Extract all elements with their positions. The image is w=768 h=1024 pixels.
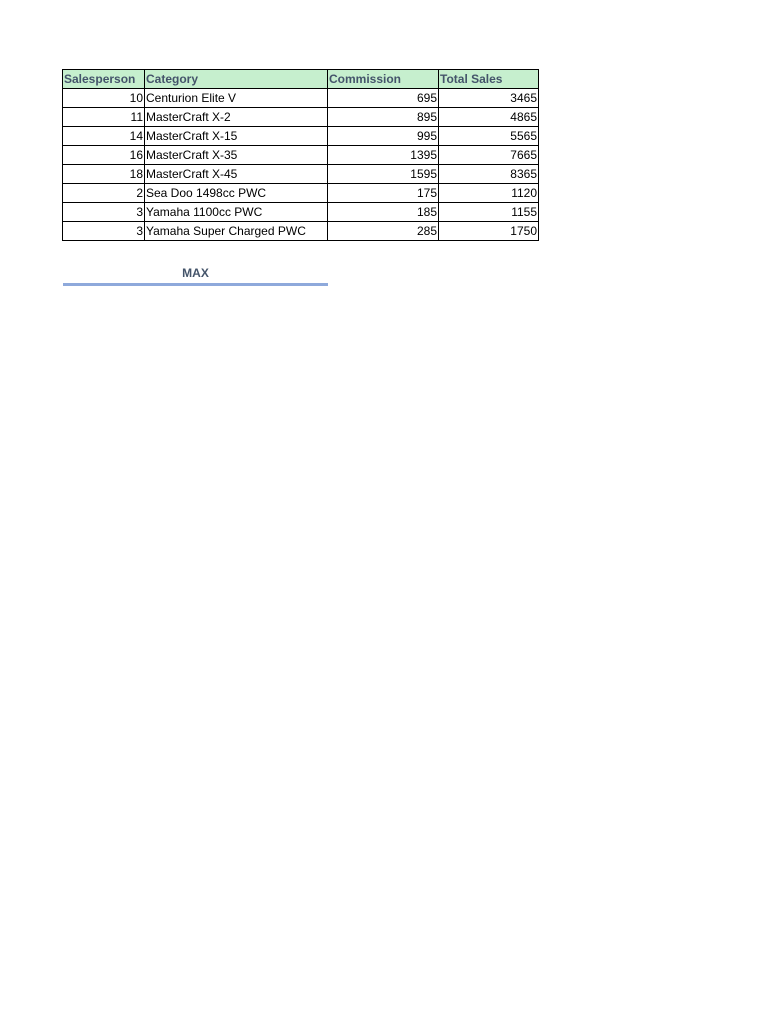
table-row	[63, 203, 539, 222]
cell-total-sales[interactable]: 7665	[439, 146, 539, 165]
cell-category[interactable]: Yamaha 1100cc PWC	[145, 203, 328, 222]
cell-total-sales[interactable]: 3465	[439, 89, 539, 108]
cell-salesperson[interactable]: 3	[63, 222, 145, 241]
cell-category[interactable]: MasterCraft X-15	[145, 127, 328, 146]
cell-salesperson[interactable]: 2	[63, 184, 145, 203]
cell-commission[interactable]: 1595	[328, 165, 439, 184]
cell-commission[interactable]: 175	[328, 184, 439, 203]
cell-total-sales[interactable]: 5565	[439, 127, 539, 146]
cell-commission[interactable]: 285	[328, 222, 439, 241]
cell-commission[interactable]: 695	[328, 89, 439, 108]
cell-commission[interactable]: 995	[328, 127, 439, 146]
cell-category[interactable]: Sea Doo 1498cc PWC	[145, 184, 328, 203]
cell-category[interactable]: MasterCraft X-45	[145, 165, 328, 184]
cell-category[interactable]: MasterCraft X-2	[145, 108, 328, 127]
cell-category[interactable]: Centurion Elite V	[145, 89, 328, 108]
cell-commission[interactable]: 895	[328, 108, 439, 127]
header-category[interactable]: Category	[145, 70, 328, 89]
cell-commission[interactable]: 1395	[328, 146, 439, 165]
table-row	[63, 108, 539, 127]
header-salesperson[interactable]: Salesperson	[63, 70, 145, 89]
table-row	[63, 184, 539, 203]
cell-total-sales[interactable]: 1120	[439, 184, 539, 203]
cell-salesperson[interactable]: 3	[63, 203, 145, 222]
max-label[interactable]: MAX	[182, 266, 209, 280]
header-commission[interactable]: Commission	[328, 70, 439, 89]
cell-category[interactable]: MasterCraft X-35	[145, 146, 328, 165]
cell-commission[interactable]: 185	[328, 203, 439, 222]
cell-salesperson[interactable]: 18	[63, 165, 145, 184]
cell-total-sales[interactable]: 8365	[439, 165, 539, 184]
sales-table	[62, 69, 539, 241]
cell-total-sales[interactable]: 1750	[439, 222, 539, 241]
cell-salesperson[interactable]: 16	[63, 146, 145, 165]
header-row	[63, 70, 539, 89]
table-row	[63, 127, 539, 146]
cell-salesperson[interactable]: 11	[63, 108, 145, 127]
header-total-sales[interactable]: Total Sales	[439, 70, 539, 89]
cell-salesperson[interactable]: 14	[63, 127, 145, 146]
table-row	[63, 222, 539, 241]
cell-category[interactable]: Yamaha Super Charged PWC	[145, 222, 328, 241]
cell-total-sales[interactable]: 4865	[439, 108, 539, 127]
max-underline	[63, 283, 328, 286]
cell-total-sales[interactable]: 1155	[439, 203, 539, 222]
max-summary	[63, 264, 328, 286]
table-row	[63, 165, 539, 184]
table-row	[63, 89, 539, 108]
cell-salesperson[interactable]: 10	[63, 89, 145, 108]
table-row	[63, 146, 539, 165]
